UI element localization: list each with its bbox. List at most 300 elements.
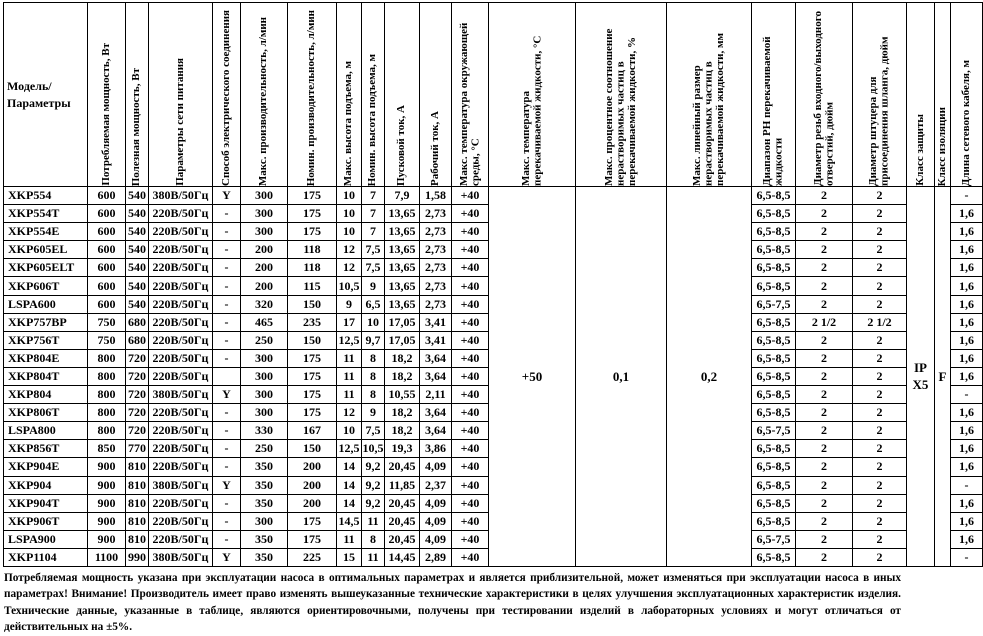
cell-power-useful: 720: [126, 422, 149, 440]
cell-connection: Y: [213, 386, 241, 404]
cell-fitting: 2: [853, 295, 907, 313]
cell-model: LSPA600: [4, 295, 88, 313]
header-power-consumed: Потребляемая мощность, Вт: [88, 3, 126, 187]
cell-connection: Y: [213, 476, 241, 494]
cell-max-head: 11: [337, 530, 362, 548]
cell-max-ambient: +40: [452, 367, 489, 385]
merged-solids-size: [667, 187, 752, 567]
cell-work-current: 3,64: [420, 404, 452, 422]
cell-model: XKP605ELT: [4, 259, 88, 277]
cell-power-useful: 680: [126, 313, 149, 331]
header-max-head: Макс. высота подъема, м: [337, 3, 362, 187]
cell-fitting: 2: [853, 548, 907, 566]
cell-nom-flow: 167: [288, 422, 337, 440]
cell-model: LSPA800: [4, 422, 88, 440]
cell-nom-flow: 175: [288, 530, 337, 548]
cell-start-current: 10,55: [385, 386, 420, 404]
cell-max-ambient: +40: [452, 476, 489, 494]
cell-fitting: 2 1/2: [853, 313, 907, 331]
cell-model: XKP756T: [4, 331, 88, 349]
cell-max-head: 11: [337, 386, 362, 404]
cell-thread: 2: [796, 205, 853, 223]
cell-nom-head: 11: [362, 548, 385, 566]
cell-max-flow: 300: [241, 386, 288, 404]
cell-cable: 1,6: [951, 530, 983, 548]
cell-fitting: 2: [853, 386, 907, 404]
cell-start-current: 13,65: [385, 295, 420, 313]
header-max-liquid: Макс. температура перекачиваемой жидкости, °С: [489, 3, 576, 187]
cell-work-current: 4,09: [420, 512, 452, 530]
cell-power-useful: 720: [126, 349, 149, 367]
cell-ph: 6,5-8,5: [752, 313, 796, 331]
cell-connection: -: [213, 313, 241, 331]
cell-power-consumed: 800: [88, 349, 126, 367]
cell-nom-head: 9,2: [362, 476, 385, 494]
cell-power-useful: 540: [126, 241, 149, 259]
cell-power-consumed: 750: [88, 331, 126, 349]
cell-nom-head: 6,5: [362, 295, 385, 313]
cell-nom-head: 10,5: [362, 440, 385, 458]
cell-max-ambient: +40: [452, 313, 489, 331]
cell-power-useful: 810: [126, 494, 149, 512]
cell-power-useful: 540: [126, 295, 149, 313]
cell-power-useful: 810: [126, 512, 149, 530]
cell-power-consumed: 800: [88, 422, 126, 440]
cell-max-ambient: +40: [452, 331, 489, 349]
cell-max-ambient: +40: [452, 277, 489, 295]
header-connection: Способ электрического соединения: [213, 3, 241, 187]
cell-nom-head: 8: [362, 386, 385, 404]
cell-cable: 1,6: [951, 494, 983, 512]
cell-thread: 2 1/2: [796, 313, 853, 331]
cell-start-current: 17,05: [385, 331, 420, 349]
cell-max-head: 17: [337, 313, 362, 331]
cell-model: XKP1104: [4, 548, 88, 566]
cell-nom-flow: 200: [288, 476, 337, 494]
table-header: [4, 3, 983, 187]
cell-power-consumed: 600: [88, 295, 126, 313]
cell-fitting: 2: [853, 404, 907, 422]
cell-max-flow: 300: [241, 349, 288, 367]
cell-connection: -: [213, 259, 241, 277]
merged-solids-size-text: 0,2: [700, 368, 718, 384]
cell-mains: 220В/50Гц: [149, 331, 213, 349]
cell-model: XKP904T: [4, 494, 88, 512]
cell-max-ambient: +40: [452, 548, 489, 566]
cell-start-current: 20,45: [385, 494, 420, 512]
header-insulation: Класс изоляции: [935, 3, 951, 187]
merged-insulation: [935, 187, 951, 567]
cell-power-useful: 990: [126, 548, 149, 566]
cell-ph: 6,5-8,5: [752, 187, 796, 205]
cell-fitting: 2: [853, 530, 907, 548]
cell-max-flow: 350: [241, 476, 288, 494]
merged-solids-pct: [576, 187, 667, 567]
cell-max-ambient: +40: [452, 295, 489, 313]
cell-connection: -: [213, 205, 241, 223]
cell-nom-flow: 225: [288, 548, 337, 566]
cell-max-flow: 200: [241, 259, 288, 277]
cell-start-current: 13,65: [385, 259, 420, 277]
cell-nom-flow: 175: [288, 187, 337, 205]
cell-model: XKP804E: [4, 349, 88, 367]
cell-mains: 220В/50Гц: [149, 259, 213, 277]
cell-max-head: 9: [337, 295, 362, 313]
cell-connection: -: [213, 494, 241, 512]
cell-nom-flow: 175: [288, 386, 337, 404]
cell-cable: 1,6: [951, 259, 983, 277]
cell-work-current: 1,58: [420, 187, 452, 205]
cell-power-useful: 540: [126, 187, 149, 205]
cell-connection: Y: [213, 187, 241, 205]
cell-thread: 2: [796, 223, 853, 241]
cell-nom-flow: 235: [288, 313, 337, 331]
cell-max-head: 12,5: [337, 331, 362, 349]
cell-cable: 1,6: [951, 223, 983, 241]
header-nom-head: Номин. высота подъема, м: [362, 3, 385, 187]
cell-start-current: 11,85: [385, 476, 420, 494]
cell-power-useful: 720: [126, 404, 149, 422]
cell-power-consumed: 800: [88, 404, 126, 422]
cell-work-current: 4,09: [420, 494, 452, 512]
cell-connection: -: [213, 404, 241, 422]
cell-max-ambient: +40: [452, 494, 489, 512]
cell-thread: 2: [796, 458, 853, 476]
cell-max-head: 10: [337, 205, 362, 223]
cell-connection: Y: [213, 548, 241, 566]
cell-mains: 220В/50Гц: [149, 512, 213, 530]
cell-start-current: 14,45: [385, 548, 420, 566]
header-fitting: Диаметр штуцера для присоединения шланга, дюйм: [853, 3, 907, 187]
cell-power-consumed: 600: [88, 187, 126, 205]
cell-ph: 6,5-8,5: [752, 476, 796, 494]
cell-nom-flow: 175: [288, 367, 337, 385]
cell-nom-head: 7,5: [362, 241, 385, 259]
cell-fitting: 2: [853, 241, 907, 259]
footnote: Потребляемая мощность указана при эксплуатации насоса в оптимальных параметрах и является приблизительной, может изменяться при эксплуатации насоса в иных параметрах! Внимание! Производитель имеет право изменять вышеуказанные технические характеристики в целях улучшения эксплуатационных характеристик изделия. Технические данные, указанные в таблице, являются ориентировочными, получены при тестировании изделий в лабораторных условиях и могут отличаться от действительных на ±5%.: [4, 571, 901, 634]
cell-thread: 2: [796, 476, 853, 494]
cell-work-current: 2,37: [420, 476, 452, 494]
cell-max-flow: 300: [241, 187, 288, 205]
cell-work-current: 3,86: [420, 440, 452, 458]
cell-model: XKP806T: [4, 404, 88, 422]
cell-cable: 1,6: [951, 331, 983, 349]
cell-ph: 6,5-8,5: [752, 494, 796, 512]
cell-max-ambient: +40: [452, 386, 489, 404]
cell-ph: 6,5-8,5: [752, 548, 796, 566]
cell-work-current: 4,09: [420, 530, 452, 548]
merged-protection-text: IP: [914, 360, 927, 376]
spec-document: [3, 2, 974, 636]
cell-power-consumed: 850: [88, 440, 126, 458]
cell-max-head: 15: [337, 548, 362, 566]
cell-start-current: 13,65: [385, 205, 420, 223]
cell-nom-flow: 115: [288, 277, 337, 295]
cell-start-current: 18,2: [385, 422, 420, 440]
cell-nom-flow: 200: [288, 458, 337, 476]
cell-model: XKP904: [4, 476, 88, 494]
cell-power-consumed: 800: [88, 386, 126, 404]
cell-max-flow: 300: [241, 367, 288, 385]
cell-power-useful: 810: [126, 458, 149, 476]
cell-work-current: 2,73: [420, 205, 452, 223]
cell-mains: 220В/50Гц: [149, 494, 213, 512]
cell-work-current: 2,11: [420, 386, 452, 404]
cell-max-flow: 465: [241, 313, 288, 331]
cell-thread: 2: [796, 548, 853, 566]
cell-ph: 6,5-8,5: [752, 386, 796, 404]
cell-power-consumed: 600: [88, 241, 126, 259]
cell-ph: 6,5-8,5: [752, 241, 796, 259]
merged-max-liquid: [489, 187, 576, 567]
cell-max-head: 10: [337, 422, 362, 440]
cell-power-consumed: 750: [88, 313, 126, 331]
cell-model: XKP804: [4, 386, 88, 404]
cell-max-flow: 250: [241, 440, 288, 458]
cell-connection: -: [213, 331, 241, 349]
cell-cable: -: [951, 548, 983, 566]
cell-ph: 6,5-8,5: [752, 458, 796, 476]
cell-max-ambient: +40: [452, 422, 489, 440]
cell-thread: 2: [796, 241, 853, 259]
pump-spec-table: [3, 2, 983, 567]
cell-model: XKP605EL: [4, 241, 88, 259]
cell-mains: 220В/50Гц: [149, 205, 213, 223]
table-body: [4, 187, 983, 567]
cell-connection: -: [213, 512, 241, 530]
cell-max-flow: 320: [241, 295, 288, 313]
cell-thread: 2: [796, 259, 853, 277]
cell-max-ambient: +40: [452, 205, 489, 223]
cell-ph: 6,5-8,5: [752, 440, 796, 458]
cell-max-flow: 330: [241, 422, 288, 440]
cell-thread: 2: [796, 349, 853, 367]
cell-mains: 220В/50Гц: [149, 458, 213, 476]
cell-start-current: 20,45: [385, 458, 420, 476]
cell-work-current: 3,64: [420, 349, 452, 367]
cell-work-current: 3,64: [420, 367, 452, 385]
cell-cable: 1,6: [951, 367, 983, 385]
cell-max-head: 11: [337, 349, 362, 367]
cell-power-consumed: 900: [88, 530, 126, 548]
cell-nom-head: 10: [362, 313, 385, 331]
cell-nom-flow: 150: [288, 295, 337, 313]
cell-power-consumed: 600: [88, 277, 126, 295]
cell-max-head: 12: [337, 259, 362, 277]
cell-power-consumed: 600: [88, 223, 126, 241]
cell-nom-head: 8: [362, 349, 385, 367]
cell-start-current: 13,65: [385, 223, 420, 241]
cell-fitting: 2: [853, 512, 907, 530]
cell-cable: 1,6: [951, 512, 983, 530]
cell-max-ambient: +40: [452, 530, 489, 548]
cell-cable: 1,6: [951, 404, 983, 422]
cell-start-current: 13,65: [385, 241, 420, 259]
cell-power-useful: 720: [126, 386, 149, 404]
cell-mains: 380В/50Гц: [149, 386, 213, 404]
cell-mains: 220В/50Гц: [149, 367, 213, 385]
cell-fitting: 2: [853, 440, 907, 458]
cell-max-head: 14: [337, 494, 362, 512]
cell-work-current: 2,73: [420, 295, 452, 313]
cell-fitting: 2: [853, 277, 907, 295]
cell-nom-flow: 175: [288, 404, 337, 422]
cell-mains: 380В/50Гц: [149, 548, 213, 566]
cell-max-head: 14: [337, 458, 362, 476]
cell-ph: 6,5-8,5: [752, 349, 796, 367]
cell-max-head: 14: [337, 476, 362, 494]
cell-start-current: 19,3: [385, 440, 420, 458]
cell-model: XKP904E: [4, 458, 88, 476]
cell-ph: 6,5-8,5: [752, 331, 796, 349]
header-solids-pct: Макс. процентное соотношение нерастворимых частиц в перекачиваемой жидкости, %: [576, 3, 667, 187]
cell-power-consumed: 900: [88, 512, 126, 530]
cell-connection: -: [213, 530, 241, 548]
cell-power-useful: 810: [126, 530, 149, 548]
cell-mains: 220В/50Гц: [149, 295, 213, 313]
cell-max-flow: 300: [241, 512, 288, 530]
cell-mains: 220В/50Гц: [149, 349, 213, 367]
cell-model: XKP906T: [4, 512, 88, 530]
header-max-ambient: Макс. температура окружающей среды, °С: [452, 3, 489, 187]
cell-fitting: 2: [853, 458, 907, 476]
header-solids-size: Макс. линейный размер нерастворимых частиц в перекачиваемой жидкости, мм: [667, 3, 752, 187]
cell-max-head: 10: [337, 187, 362, 205]
cell-mains: 220В/50Гц: [149, 530, 213, 548]
cell-start-current: 20,45: [385, 530, 420, 548]
cell-connection: -: [213, 241, 241, 259]
cell-max-head: 10: [337, 223, 362, 241]
cell-model: LSPA900: [4, 530, 88, 548]
cell-cable: -: [951, 187, 983, 205]
cell-cable: 1,6: [951, 205, 983, 223]
cell-start-current: 13,65: [385, 277, 420, 295]
cell-power-consumed: 800: [88, 367, 126, 385]
cell-ph: 6,5-8,5: [752, 223, 796, 241]
header-cable: Длина сетевого кабеля, м: [951, 3, 983, 187]
header-power-useful: Полезная мощность, Вт: [126, 3, 149, 187]
cell-power-useful: 720: [126, 367, 149, 385]
cell-start-current: 18,2: [385, 367, 420, 385]
cell-cable: 1,6: [951, 349, 983, 367]
cell-nom-flow: 175: [288, 205, 337, 223]
cell-max-head: 10,5: [337, 277, 362, 295]
cell-thread: 2: [796, 187, 853, 205]
cell-nom-head: 9,2: [362, 494, 385, 512]
cell-power-useful: 810: [126, 476, 149, 494]
merged-protection-text: X5: [912, 377, 929, 393]
cell-model: XKP606T: [4, 277, 88, 295]
cell-ph: 6,5-7,5: [752, 295, 796, 313]
cell-max-ambient: +40: [452, 187, 489, 205]
cell-mains: 220В/50Гц: [149, 313, 213, 331]
cell-thread: 2: [796, 440, 853, 458]
cell-fitting: 2: [853, 349, 907, 367]
cell-max-flow: 350: [241, 548, 288, 566]
cell-max-flow: 250: [241, 331, 288, 349]
merged-max-liquid-text: +50: [521, 368, 543, 384]
cell-cable: 1,6: [951, 295, 983, 313]
cell-work-current: 3,41: [420, 331, 452, 349]
cell-work-current: 2,73: [420, 277, 452, 295]
cell-thread: 2: [796, 367, 853, 385]
cell-nom-head: 9,7: [362, 331, 385, 349]
cell-work-current: 2,73: [420, 223, 452, 241]
merged-protection: [907, 187, 935, 567]
cell-max-flow: 200: [241, 241, 288, 259]
cell-max-ambient: +40: [452, 259, 489, 277]
header-model: Модель/ Параметры: [4, 3, 88, 187]
cell-nom-head: 8: [362, 530, 385, 548]
cell-fitting: 2: [853, 331, 907, 349]
cell-max-flow: 350: [241, 530, 288, 548]
cell-max-flow: 300: [241, 223, 288, 241]
cell-fitting: 2: [853, 187, 907, 205]
cell-thread: 2: [796, 295, 853, 313]
cell-power-consumed: 900: [88, 458, 126, 476]
cell-work-current: 2,89: [420, 548, 452, 566]
cell-max-flow: 350: [241, 458, 288, 476]
cell-cable: 1,6: [951, 277, 983, 295]
cell-mains: 220В/50Гц: [149, 277, 213, 295]
cell-mains: 220В/50Гц: [149, 422, 213, 440]
cell-connection: -: [213, 458, 241, 476]
cell-connection: -: [213, 223, 241, 241]
cell-max-ambient: +40: [452, 440, 489, 458]
cell-model: XKP554T: [4, 205, 88, 223]
cell-cable: 1,6: [951, 422, 983, 440]
cell-nom-head: 9,2: [362, 458, 385, 476]
cell-work-current: 4,09: [420, 458, 452, 476]
cell-max-ambient: +40: [452, 512, 489, 530]
cell-max-head: 12: [337, 241, 362, 259]
header-max-flow: Макс. производительность, л/мин: [241, 3, 288, 187]
cell-ph: 6,5-8,5: [752, 259, 796, 277]
cell-max-flow: 300: [241, 205, 288, 223]
cell-power-useful: 540: [126, 259, 149, 277]
header-nom-flow: Номин. производительность, л/мин: [288, 3, 337, 187]
cell-model: XKP757BP: [4, 313, 88, 331]
cell-max-head: 11: [337, 367, 362, 385]
cell-power-consumed: 900: [88, 494, 126, 512]
cell-thread: 2: [796, 404, 853, 422]
cell-start-current: 7,9: [385, 187, 420, 205]
cell-cable: 1,6: [951, 458, 983, 476]
cell-nom-head: 7,5: [362, 422, 385, 440]
cell-nom-flow: 175: [288, 223, 337, 241]
cell-cable: 1,6: [951, 440, 983, 458]
cell-max-flow: 350: [241, 494, 288, 512]
cell-thread: 2: [796, 386, 853, 404]
cell-work-current: 3,41: [420, 313, 452, 331]
cell-nom-head: 7: [362, 205, 385, 223]
cell-max-head: 12: [337, 404, 362, 422]
cell-fitting: 2: [853, 422, 907, 440]
cell-ph: 6,5-8,5: [752, 205, 796, 223]
cell-power-consumed: 600: [88, 205, 126, 223]
cell-nom-flow: 150: [288, 331, 337, 349]
cell-nom-flow: 175: [288, 349, 337, 367]
cell-thread: 2: [796, 530, 853, 548]
header-thread: Диаметр резьб входного/выходного отверстий, дюйм: [796, 3, 853, 187]
cell-cable: 1,6: [951, 313, 983, 331]
cell-model: XKP554E: [4, 223, 88, 241]
cell-thread: 2: [796, 277, 853, 295]
cell-nom-flow: 118: [288, 259, 337, 277]
cell-start-current: 20,45: [385, 512, 420, 530]
cell-connection: -: [213, 295, 241, 313]
cell-max-ambient: +40: [452, 404, 489, 422]
